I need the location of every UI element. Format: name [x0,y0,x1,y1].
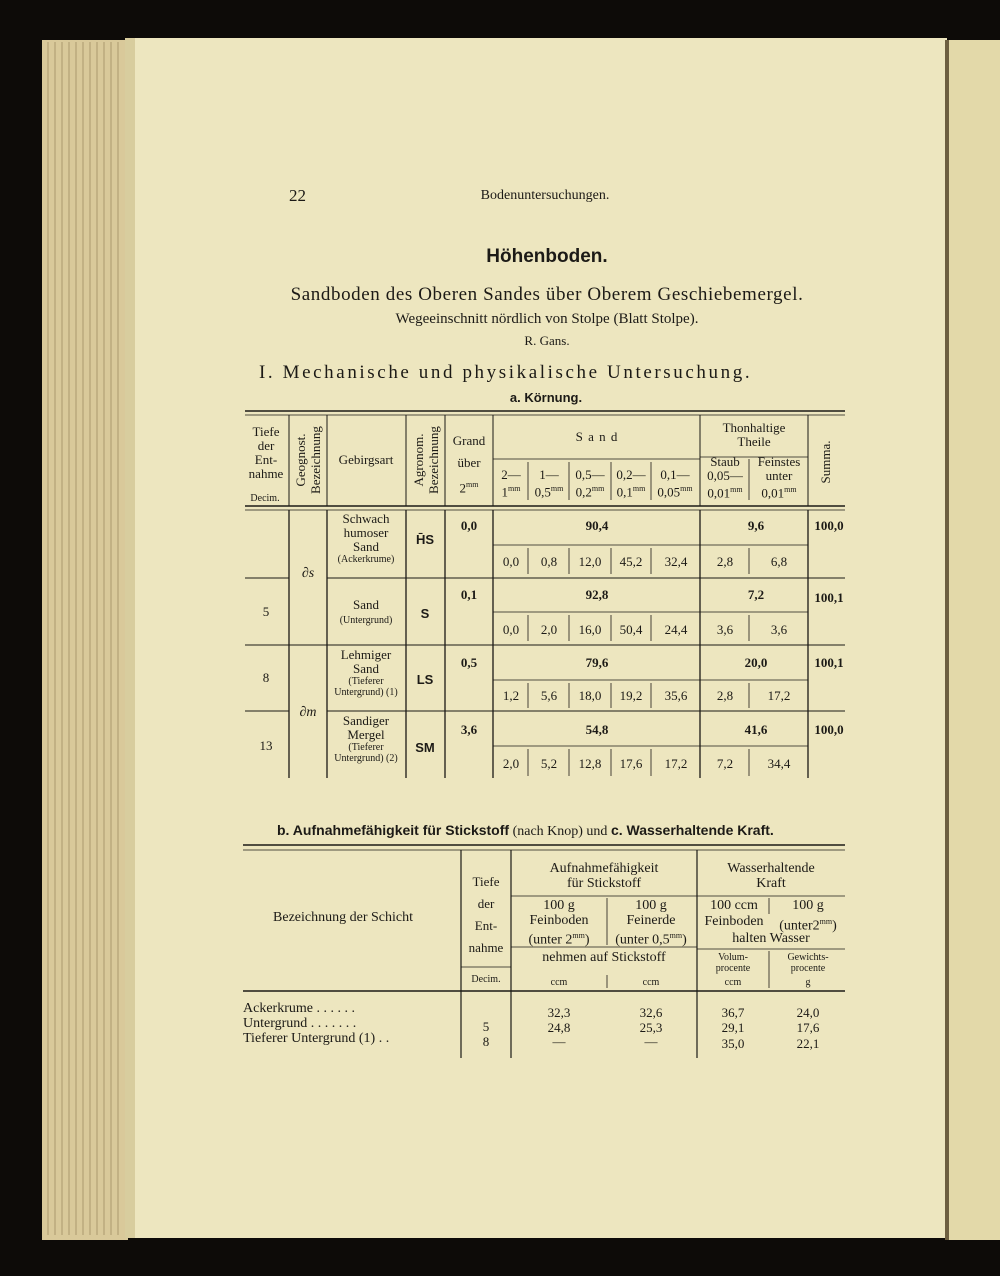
sand-header: S a n d [575,429,619,444]
staub-row-2: 3,6 [716,622,734,637]
staub-header: Staub 0,05— $0,01^{mm}$ [707,454,743,501]
sand-1-row-1: 0,0 [502,554,520,569]
geognost-dm: ∂m [299,705,317,720]
thon-total-row-4: 41,6 [744,722,768,737]
sand-3-row-3: 18,0 [578,688,602,703]
grand-row-2: 0,1 [460,587,478,602]
sand-total-row-1: 90,4 [585,518,609,533]
sand-1-row-2: 0,0 [502,622,520,637]
row-b-1-feinerde: 32,6 [639,1005,663,1020]
sand-5-row-4: 17,2 [664,756,688,771]
sand-5-row-2: 24,4 [664,622,688,637]
row-b-3-tiefe: 8 [482,1034,490,1049]
summa-row-1: 100,0 [814,518,844,533]
sand-col-2-header: 1— $0,5^{mm}$ [534,467,564,500]
unit-gewichts: g [805,977,811,988]
sand-5-row-1: 32,4 [664,554,688,569]
staub-row-3: 2,8 [716,688,734,703]
feinstes-row-3: 17,2 [767,688,791,703]
thon-total-row-1: 9,6 [747,518,765,533]
gewichts-header: Gewichts- procente [787,952,829,974]
summa-row-4: 100,0 [814,722,844,737]
gebirgsart-header: Gebirgsart [338,452,394,467]
staub-row-4: 7,2 [716,756,734,771]
row-b-1-gewicht: 24,0 [796,1005,820,1020]
sand-3-row-4: 12,8 [578,756,602,771]
sand-1-row-4: 2,0 [502,756,520,771]
sand-1-row-3: 1,2 [502,688,520,703]
row-b-3-volum: 35,0 [721,1036,745,1051]
tiefe-header: Tiefe der Ent- nahme [248,424,284,481]
gebirgsart-row-1: Schwach humoser Sand (Ackerkrume) [337,511,395,565]
row-b-3-feinboden: — [552,1034,566,1049]
subsection-heading: a. Körnung. [509,390,583,405]
wasser-header: Wasserhaltende Kraft [727,861,815,891]
row-b-2-feinerde: 25,3 [639,1020,663,1035]
feinstes-row-4: 34,4 [767,756,791,771]
row-b-2-volum: 29,1 [721,1020,745,1035]
gebirgsart-row-2: Sand (Untergrund) [339,597,393,626]
grand-row-1: 0,0 [460,518,478,533]
author-line: R. Gans. [524,333,570,348]
depth-5: 5 [262,604,270,619]
row-b-1-feinboden: 32,3 [547,1005,571,1020]
tiefe-unit: Decim. [250,493,280,504]
grand-row-3: 0,5 [460,655,478,670]
sand-4-row-3: 19,2 [619,688,643,703]
feinstes-row-2: 3,6 [770,622,788,637]
depth-8: 8 [262,670,270,685]
feinstes-row-1: 6,8 [770,554,788,569]
feinboden-header: 100 g Feinboden (unter $2^{mm}$) [528,898,590,948]
tiefe-b-header: Tiefe der Ent- nahme [468,874,504,955]
page-number: 22 [289,186,306,205]
row-b-1-name: Ackerkrume . . . . . . [243,1001,355,1016]
nehmen-header: nehmen auf Stickstoff [542,950,666,965]
feinstes-header: Feinstes unter $0,01^{mm}$ [757,454,801,501]
summa-header: Summa. [818,440,833,484]
wasser-right-header: 100 g $(unter2^{mm})$ [779,898,837,934]
depth-13: 13 [259,738,273,753]
sand-total-row-4: 54,8 [585,722,609,737]
section-b-caption: b. Aufnahmefähigkeit für Stickstoff (nach Knop) und c. Wasserhaltende Kraft. [277,822,774,839]
sand-col-5-header: 0,1— $0,05^{mm}$ [657,467,693,500]
gebirgsart-row-3: Lehmiger Sand (Tieferer Untergrund) (1) [334,647,398,698]
unit-feinboden: ccm [550,977,568,988]
geognost-header: Geognost. Bezeichnung [293,426,323,494]
agronom-row-3: LS [416,672,434,687]
row-b-2-feinboden: 24,8 [547,1020,571,1035]
sand-3-row-2: 16,0 [578,622,602,637]
sand-col-1-header: 2— $1^{mm}$ [501,467,521,500]
unit-volum: ccm [724,977,742,988]
page-subtitle: Sandboden des Oberen Sandes über Oberem Geschiebemergel. [290,284,804,305]
sand-4-row-4: 17,6 [619,756,643,771]
sand-2-row-1: 0,8 [540,554,558,569]
agronom-row-2: S [420,606,430,621]
sand-col-3-header: 0,5— $0,2^{mm}$ [575,467,605,500]
row-b-3-name: Tieferer Untergrund (1) . . [243,1031,390,1046]
unit-feinerde: ccm [642,977,660,988]
sand-5-row-3: 35,6 [664,688,688,703]
sand-2-row-4: 5,2 [540,756,558,771]
sand-total-row-2: 92,8 [585,587,609,602]
agronom-row-1: H̄S [415,532,435,547]
grand-row-4: 3,6 [460,722,478,737]
staub-row-1: 2,8 [716,554,734,569]
tiefe-b-unit: Decim. [471,974,501,985]
row-b-2-gewicht: 17,6 [796,1020,820,1035]
agronom-header: Agronom. Bezeichnung [411,426,441,494]
schicht-header: Bezeichnung der Schicht [273,910,413,925]
page-title: Höhenboden. [486,246,608,267]
row-b-3-feinerde: — [644,1034,658,1049]
agronom-row-4: SM [415,740,435,755]
row-b-2-name: Untergrund . . . . . . . [243,1016,357,1031]
grand-header: Grand über $2^{mm}$ [452,433,486,496]
row-b-1-volum: 36,7 [721,1005,745,1020]
location-line: Wegeeinschnitt nördlich von Stolpe (Blatt Stolpe). [395,311,699,327]
sand-2-row-2: 2,0 [540,622,558,637]
sand-4-row-2: 50,4 [619,622,643,637]
section-heading: I. Mechanische und physikalische Untersuchung. [259,362,753,383]
thon-total-row-2: 7,2 [747,587,765,602]
halten-header: halten Wasser [732,931,810,946]
wasser-left-header: 100 ccm Feinboden [704,898,764,929]
aufnahme-header: Aufnahmefähigkeit für Stickstoff [549,861,659,891]
sand-3-row-1: 12,0 [578,554,602,569]
volum-header: Volum- procente [715,952,751,974]
row-b-2-tiefe: 5 [482,1019,490,1034]
thon-total-row-3: 20,0 [744,655,768,670]
running-header: Bodenuntersuchungen. [480,188,610,203]
sand-col-4-header: 0,2— $0,1^{mm}$ [616,467,646,500]
sand-2-row-3: 5,6 [540,688,558,703]
gebirgsart-row-4: Sandiger Mergel (Tieferer Untergrund) (2) [334,713,398,764]
feinerde-header: 100 g Feinerde (unter $0,5^{mm}$) [615,898,687,948]
sand-total-row-3: 79,6 [585,655,609,670]
summa-row-2: 100,1 [814,590,844,605]
geognost-ds: ∂s [301,566,315,581]
thon-header: Thonhaltige Theile [722,420,786,449]
row-b-3-gewicht: 22,1 [796,1036,820,1051]
summa-row-3: 100,1 [814,655,844,670]
sand-4-row-1: 45,2 [619,554,643,569]
